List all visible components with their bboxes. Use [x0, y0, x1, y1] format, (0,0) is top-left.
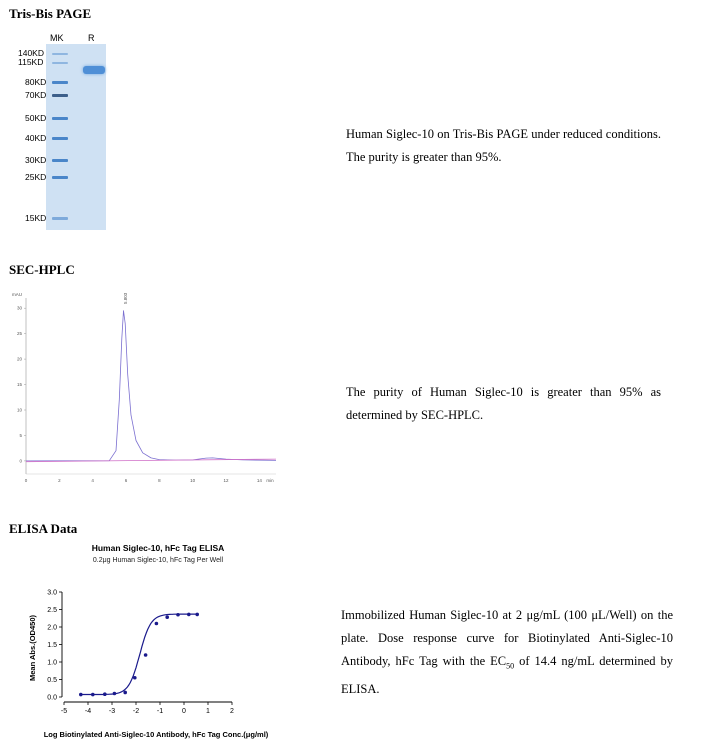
hplc-x-tick-label: 2	[58, 478, 61, 483]
marker-label-25: 25KD	[25, 172, 47, 182]
elisa-chart-subtitle: 0.2μg Human Siglec-10, hFc Tag Per Well	[92, 557, 224, 564]
hplc-x-tick-label: 10	[190, 478, 196, 483]
lane-label-r: R	[88, 33, 95, 43]
lane-label-mk: MK	[50, 33, 64, 43]
elisa-description-part2: of 14.4 ng/mL determined by ELISA.	[341, 654, 673, 696]
marker-label-50: 50KD	[25, 113, 47, 123]
hplc-y-tick-label: 0	[19, 458, 22, 464]
hplc-series	[26, 311, 276, 462]
elisa-y-tick-label: 2.0	[47, 624, 57, 632]
elisa-x-tick-label: 0	[182, 708, 186, 715]
elisa-description-subscript: 50	[506, 661, 515, 671]
hplc-x-tick-label: 4	[91, 478, 94, 483]
elisa-data-point	[91, 693, 95, 697]
sec-hplc-chromatogram	[6, 286, 290, 490]
elisa-x-tick-label: -5	[60, 708, 68, 715]
marker-band	[52, 176, 68, 179]
marker-label-140: 140KD	[18, 48, 44, 58]
elisa-x-tick-label: 1	[206, 708, 210, 715]
elisa-x-tick-label: -3	[108, 708, 116, 715]
hplc-x-tick-label: min	[266, 478, 274, 483]
elisa-axes	[62, 592, 232, 702]
marker-band	[52, 62, 68, 64]
elisa-y-tick-label: 0.5	[47, 677, 57, 684]
elisa-x-tick-label: -1	[156, 708, 164, 715]
elisa-y-tick-label: 2.5	[47, 607, 57, 614]
hplc-y-tick-label: 15	[16, 382, 22, 388]
hplc-y-tick-label: 5	[19, 432, 22, 438]
hplc-x-tick-label: 6	[124, 478, 128, 483]
marker-label-30: 30KD	[25, 155, 47, 165]
elisa-description-part1: Immobilized Human Siglec-10 at 2 μg/mL (100 μL/Well) on the plate. Dose response curve for Biotinylated Anti-Siglec-10 Antibody, hFc Tag with the EC	[341, 608, 673, 668]
elisa-x-tick-label: 2	[230, 708, 234, 715]
elisa-chart	[18, 536, 318, 742]
marker-label-115: 115KD	[18, 57, 44, 67]
marker-label-15: 15KD	[25, 213, 47, 223]
hplc-peak-label: 5.803	[123, 292, 128, 304]
sample-band	[83, 66, 105, 74]
elisa-chart-title: Human Siglec-10, hFc Tag ELISA	[91, 543, 225, 553]
elisa-data-point	[165, 615, 169, 619]
elisa-data-point	[79, 693, 83, 697]
marker-band	[52, 117, 68, 120]
elisa-y-tick-label: 3.0	[47, 589, 57, 597]
elisa-data-point	[103, 692, 107, 696]
marker-band	[52, 94, 68, 97]
elisa-data-point	[123, 691, 127, 695]
elisa-data-point	[176, 613, 180, 617]
elisa-fit-curve	[81, 614, 197, 694]
marker-band	[52, 81, 68, 84]
sds-page-description: Human Siglec-10 on Tris-Bis PAGE under reduced conditions. The purity is greater than 95%.	[346, 127, 661, 164]
elisa-x-tick-label: -2	[132, 708, 140, 715]
hplc-y-tick-label: 20	[16, 356, 22, 362]
marker-band	[52, 159, 68, 162]
hplc-x-tick-label: 8	[158, 478, 161, 483]
sec-hplc-title: SEC-HPLC	[9, 262, 75, 277]
hplc-y-tick-label: 25	[16, 331, 22, 337]
hplc-baseline	[26, 459, 276, 462]
marker-label-80: 80KD	[25, 77, 47, 87]
marker-label-70: 70KD	[25, 90, 47, 100]
hplc-trace	[26, 311, 276, 461]
sec-hplc-description: The purity of Human Siglec-10 is greater than 95% as determined by SEC-HPLC.	[346, 385, 661, 422]
elisa-data-point	[195, 613, 199, 617]
elisa-fit-line	[81, 614, 197, 694]
hplc-x-tick-label: 14	[256, 478, 262, 483]
elisa-description	[341, 604, 673, 701]
elisa-y-tick-label: 1.5	[47, 642, 57, 649]
elisa-y-tick-label: 0.0	[47, 694, 57, 702]
elisa-x-axis-label: Log Biotinylated Anti-Siglec-10 Antibody, hFc Tag Conc.(μg/ml)	[43, 730, 269, 739]
hplc-y-tick-label: 10	[16, 407, 22, 413]
hplc-y-unit: mAU	[12, 292, 22, 297]
elisa-data-point	[133, 676, 137, 680]
hplc-axes	[26, 298, 276, 474]
elisa-data-points	[79, 613, 199, 697]
elisa-y-axis-label: Mean Abs.(OD450)	[28, 615, 37, 681]
elisa-y-tick-label: 1.0	[47, 659, 57, 667]
elisa-data-point	[144, 653, 148, 657]
elisa-title: ELISA Data	[9, 521, 78, 536]
marker-band	[52, 53, 68, 55]
hplc-y-tick-label: 30	[16, 305, 22, 311]
elisa-x-tick-label: -4	[84, 708, 92, 715]
hplc-x-tick-label: 0	[24, 478, 28, 483]
marker-band	[52, 137, 68, 140]
marker-label-40: 40KD	[25, 133, 47, 143]
sds-page-title: Tris-Bis PAGE	[9, 6, 92, 21]
hplc-ticks	[17, 306, 274, 483]
hplc-x-tick-label: 12	[223, 478, 229, 483]
elisa-data-point	[155, 622, 159, 626]
marker-band	[52, 217, 68, 220]
elisa-data-point	[187, 613, 191, 617]
elisa-data-point	[113, 692, 117, 696]
